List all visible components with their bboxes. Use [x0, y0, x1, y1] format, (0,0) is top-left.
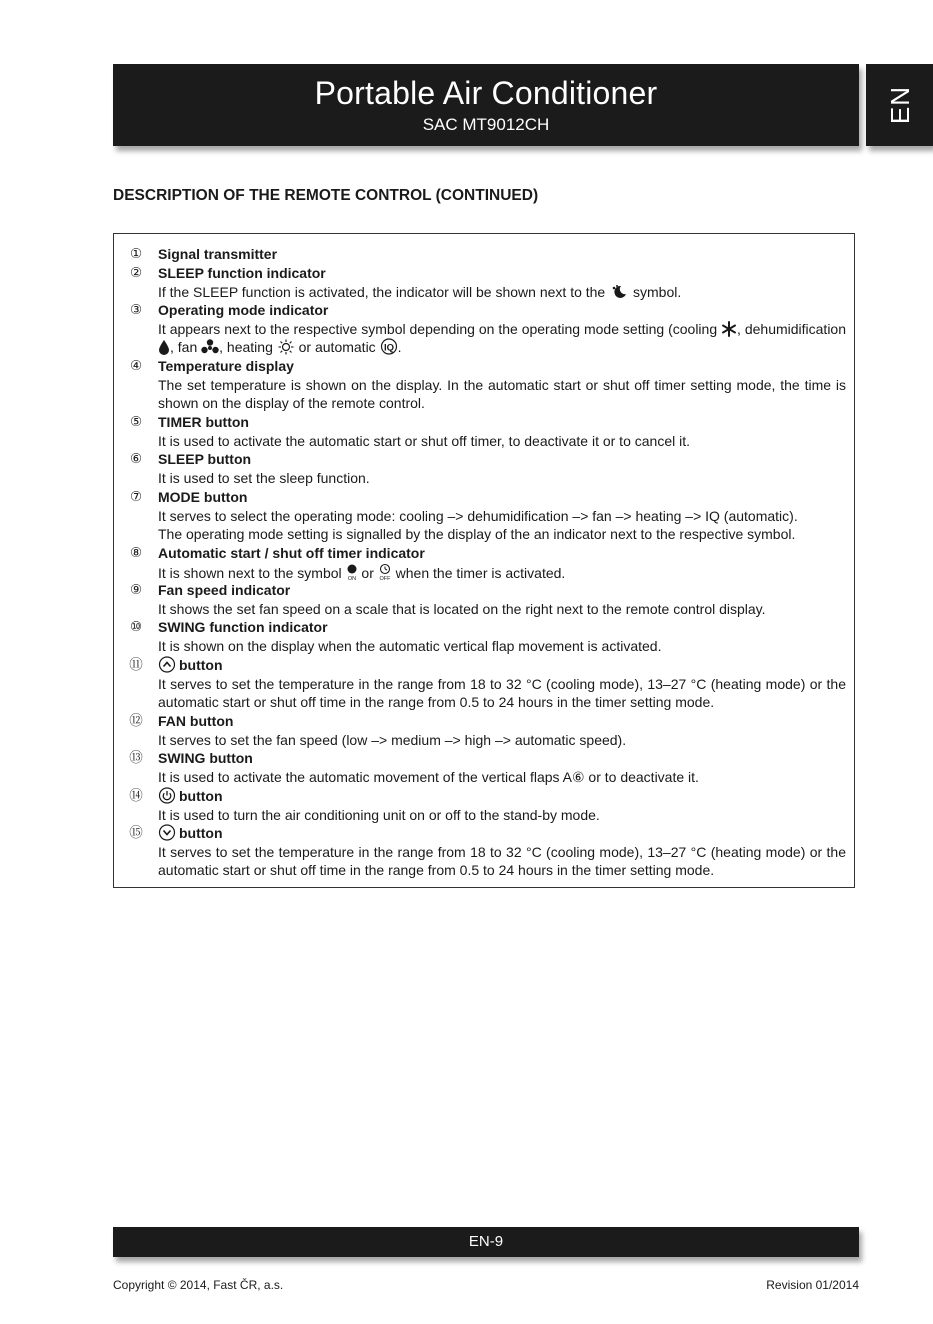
revision: Revision 01/2014 — [766, 1278, 859, 1292]
item-title: button — [158, 824, 846, 843]
svg-text:IQ: IQ — [383, 342, 394, 354]
item-title: Signal transmitter — [158, 246, 278, 262]
item-number: ① — [129, 246, 143, 261]
svg-text:ON: ON — [347, 575, 356, 581]
item-title: Temperature display — [158, 358, 294, 374]
item-number: ⑫ — [129, 713, 143, 728]
item-description: The set temperature is shown on the display. In the automatic start or shut off timer setting mode, the time is shown on the display of the remote control. — [158, 376, 846, 412]
item-number: ④ — [129, 358, 143, 373]
item-description: It serves to set the temperature in the range from 18 to 32 °C (cooling mode), 13–27 °C (heating mode) or the automatic start or shut off time in the range from 0.5 to 24 hours in the timer setting mode. — [158, 675, 846, 711]
page-header — [113, 64, 859, 146]
item-number: ⑦ — [129, 489, 143, 504]
sleep-icon — [609, 284, 629, 300]
item-description-2: The operating mode setting is signalled by the display of the an indicator next to the respective symbol. — [158, 526, 796, 543]
item-number: ⑭ — [129, 788, 143, 803]
item-title: FAN button — [158, 713, 234, 729]
up-arrow-icon — [158, 656, 176, 673]
item-number: ⑮ — [129, 825, 143, 840]
item-number: ② — [129, 265, 143, 280]
item-title: button — [158, 656, 846, 675]
item-title: SLEEP function indicator — [158, 265, 326, 281]
item-title: Fan speed indicator — [158, 582, 291, 598]
section-title: DESCRIPTION OF THE REMOTE CONTROL (CONTINUED) — [113, 187, 539, 204]
item-description: It is shown on the display when the automatic vertical flap movement is activated. — [158, 637, 662, 654]
item-number: ⑨ — [129, 582, 143, 597]
item-number: ⑧ — [129, 545, 143, 560]
item-description: It serves to select the operating mode: cooling –> dehumidification –> fan –> heating –> IQ (automatic). — [158, 507, 798, 524]
power-icon — [158, 787, 176, 804]
item-title: TIMER button — [158, 414, 249, 430]
item-title: MODE button — [158, 489, 248, 505]
model-number: SAC MT9012CH — [422, 115, 550, 134]
language-tab — [866, 64, 933, 146]
page-number-bar — [113, 1227, 859, 1257]
item-description: If the SLEEP function is activated, the indicator will be shown next to the symbol. — [158, 283, 682, 300]
fan-icon — [201, 339, 219, 355]
item-title: SLEEP button — [158, 451, 252, 467]
item-number: ⑪ — [129, 657, 143, 672]
sun-icon — [277, 339, 295, 355]
document-title: Portable Air Conditioner — [314, 75, 658, 111]
item-title: Operating mode indicator — [158, 302, 329, 318]
timer-off-icon — [378, 563, 392, 581]
item-number: ⑥ — [129, 451, 143, 466]
droplet-icon — [158, 339, 170, 355]
item-description: It shows the set fan speed on a scale that is located on the right next to the remote control display. — [158, 600, 766, 617]
item-description: It is shown next to the symbol ON or OFF when the timer is activated. — [158, 564, 566, 581]
item-title: Automatic start / shut off timer indicator — [158, 545, 425, 561]
down-arrow-icon — [158, 824, 176, 841]
timer-on-icon — [346, 563, 358, 581]
item-description: It is used to set the sleep function. — [158, 469, 370, 486]
copyright: Copyright © 2014, Fast ČR, a.s. — [113, 1278, 284, 1292]
item-number: ⑤ — [129, 414, 143, 429]
item-number: ③ — [129, 302, 143, 317]
item-description: It is used to activate the automatic movement of the vertical flaps A⑥ or to deactivate it. — [158, 768, 699, 785]
iq-auto-icon — [380, 338, 398, 355]
item-title: SWING function indicator — [158, 619, 328, 635]
item-number: ⑬ — [129, 750, 143, 765]
item-description: It serves to set the temperature in the range from 18 to 32 °C (cooling mode), 13–27 °C (heating mode) or the automatic start or shut off time in the range from 0.5 to 24 hours in the timer setting mode. — [158, 843, 846, 879]
item-description: It is used to turn the air conditioning unit on or off to the stand-by mode. — [158, 806, 600, 823]
item-description: It is used to activate the automatic start or shut off timer, to deactivate it or to cancel it. — [158, 432, 690, 449]
language-label: EN — [884, 85, 915, 125]
page-number: EN-9 — [468, 1233, 504, 1250]
svg-text:OFF: OFF — [379, 575, 391, 581]
item-title: SWING button — [158, 750, 253, 766]
snowflake-icon — [721, 321, 737, 337]
item-description: It serves to set the fan speed (low –> medium –> high –> automatic speed). — [158, 731, 627, 748]
item-title: button — [158, 787, 846, 806]
item-description: It appears next to the respective symbol depending on the operating mode setting (cooling , dehumidification , fan , heating or automatic IQ . — [158, 320, 847, 356]
item-number: ⑩ — [129, 619, 143, 634]
